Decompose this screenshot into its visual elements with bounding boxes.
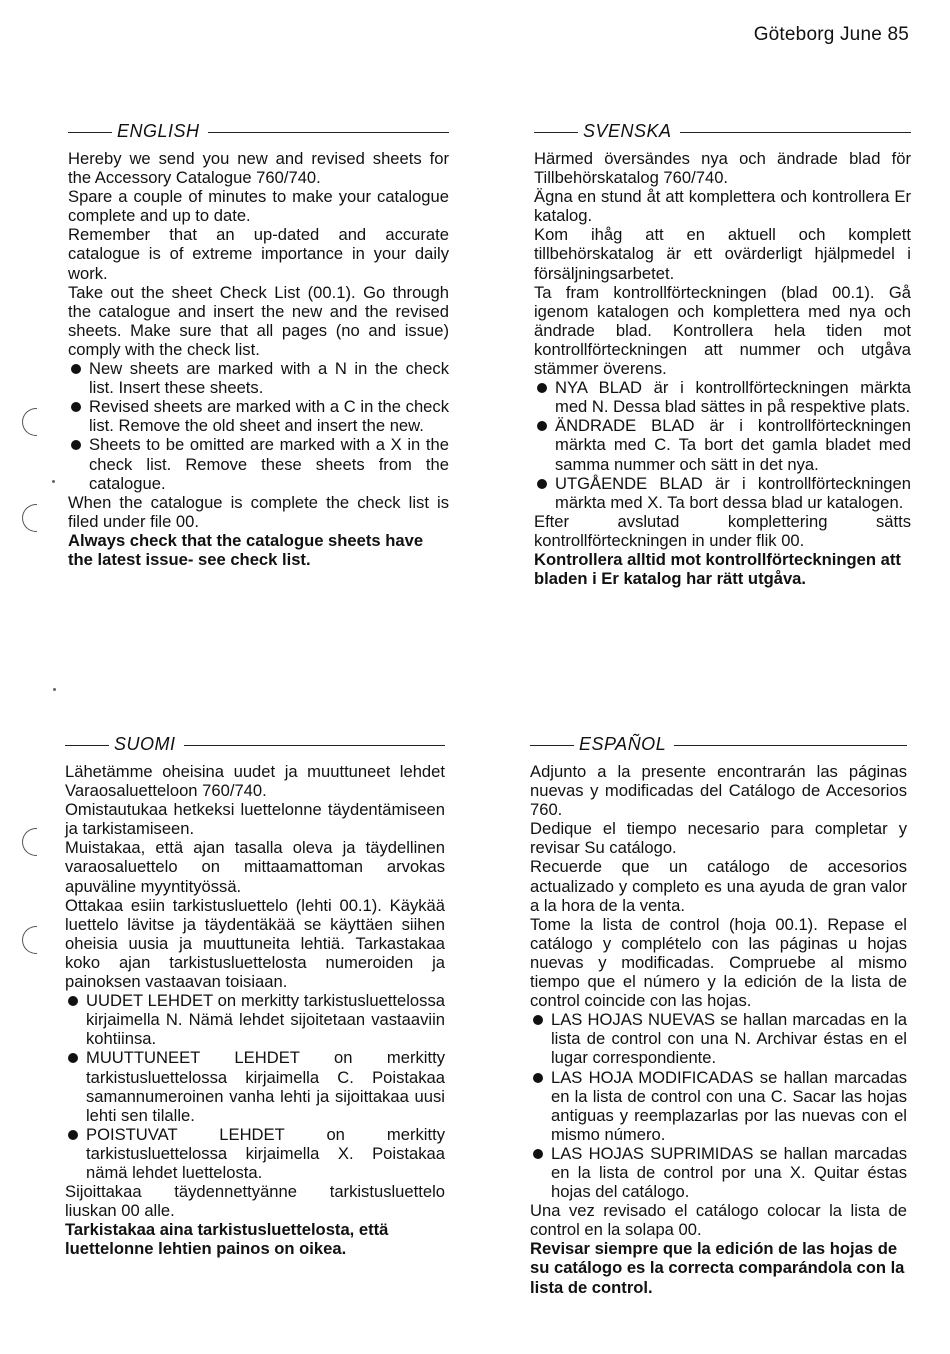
bold-notice: Always check that the catalogue sheets have the latest issue- see check list. xyxy=(68,530,424,569)
bold-notice: Tarkistakaa aina tarkistusluettelosta, että luettelonne lehtien painos on oikea. xyxy=(65,1220,389,1259)
paragraph: Kom ihåg att en aktuell och komplett tillbehörskatalog är ett ovärderligt hjälpmedel i försäljningsarbetet. xyxy=(534,225,911,283)
bold-notice: Kontrollera alltid mot kontrollförteckningen att bladen i Er katalog har rätt utgåva. xyxy=(534,549,901,589)
bold-notice: Revisar siempre que la edición de las hojas de su catálogo es la correcta comparándola con la lista de control. xyxy=(530,1239,905,1297)
section-svenska xyxy=(534,122,911,588)
section-english xyxy=(68,122,449,569)
heading-rule xyxy=(184,745,445,746)
heading-rule xyxy=(674,745,907,746)
bullet-item: NYA BLAD är i kontrollförteckningen märkta med N. Dessa blad sättes in på respektive plats. xyxy=(534,378,911,416)
paragraph: Tome la lista de control (hoja 00.1). Repase el catálogo y complételo con las páginas u hojas nuevas y modificadas. Compruebe al mismo tiempo que el número y la edición de la lista de control coincide con las hojas. xyxy=(530,914,907,1011)
bullet-item: UTGÅENDE BLAD är i kontrollförteckningen märkta med X. Ta bort dessa blad ur katalogen. xyxy=(534,474,911,512)
paragraph: Muistakaa, että ajan tasalla oleva ja täydellinen varaosaluettelo on mittaamattoman arvokas apuväline myyntityössä. xyxy=(65,838,445,896)
paragraph: Sijoittakaa täydennettyänne tarkistusluettelo liuskan 00 alle. xyxy=(65,1182,445,1221)
paragraph: Dedique el tiempo necesario para completar y revisar Su catálogo. xyxy=(530,819,907,858)
bullet-list xyxy=(530,1010,907,1201)
paragraph: Una vez revisado el catálogo colocar la lista de control en la solapa 00. xyxy=(530,1201,907,1240)
bullet-list xyxy=(65,991,445,1182)
section-title: SUOMI xyxy=(114,734,176,755)
bullet-item: UUDET LEHDET on merkitty tarkistusluettelossa kirjaimella N. Nämä lehdet sijoitetaan vastaaviin kohtiinsa. xyxy=(65,991,445,1048)
section-title: SVENSKA xyxy=(583,121,672,142)
paragraph: Omistautukaa hetkeksi luettelonne täydentämiseen ja tarkistamiseen. xyxy=(65,800,445,839)
heading-rule xyxy=(68,132,112,133)
bullet-list xyxy=(534,378,911,512)
paragraph: Hereby we send you new and revised sheets for the Accessory Catalogue 760/740. xyxy=(68,149,449,188)
bullet-item: Revised sheets are marked with a C in the check list. Remove the old sheet and insert the new. xyxy=(68,397,449,435)
heading-rule xyxy=(65,745,109,746)
place-date: Göteborg June 85 xyxy=(753,24,909,45)
section-heading xyxy=(68,122,449,142)
paragraph: Spare a couple of minutes to make your catalogue complete and up to date. xyxy=(68,187,449,226)
section-espanol xyxy=(530,735,907,1297)
paragraph: Ägna en stund åt att komplettera och kontrollera Er katalog. xyxy=(534,187,911,226)
paragraph: Recuerde que un catálogo de accesorios actualizado y completo es una ayuda de gran valor a la hora de la venta. xyxy=(530,857,907,915)
section-heading xyxy=(530,735,907,755)
bullet-item: New sheets are marked with a N in the check list. Insert these sheets. xyxy=(68,359,449,397)
heading-rule xyxy=(208,132,449,133)
bullet-item: Sheets to be omitted are marked with a X in the check list. Remove these sheets from the catalogue. xyxy=(68,435,449,492)
speck-mark xyxy=(52,480,55,483)
section-title: ENGLISH xyxy=(117,121,200,142)
bullet-item: LAS HOJAS SUPRIMIDAS se hallan marcadas en la lista de control por una X. Quitar éstas hojas del catálogo. xyxy=(530,1144,907,1201)
paragraph: When the catalogue is complete the check list is filed under file 00. xyxy=(68,492,449,531)
bullet-item: MUUTTUNEET LEHDET on merkitty tarkistusluettelossa kirjaimella C. Poistakaa samannumeroinen vanha lehti ja sijoittakaa uusi lehti sen tilalle. xyxy=(65,1048,445,1124)
paragraph: Efter avslutad komplettering sätts kontrollförteckningen in under flik 00. xyxy=(534,511,911,550)
paragraph: Take out the sheet Check List (00.1). Go through the catalogue and insert the new and the revised sheets. Make sure that all pages (no and issue) comply with the check list. xyxy=(68,282,449,359)
section-heading xyxy=(534,122,911,142)
heading-rule xyxy=(534,132,578,133)
paragraph: Ottakaa esiin tarkistusluettelo (lehti 00.1). Käykää luettelo lävitse ja täydentäkää se käyttäen siihen oheisia uusia ja muuttuneita lehtiä. Tarkastakaa koko ajan tarkistusluettelosta numeroiden ja painoksen vastaavan toisiaan. xyxy=(65,895,445,992)
paragraph: Härmed översändes nya och ändrade blad för Tillbehörskatalog 760/740. xyxy=(534,149,911,188)
paragraph: Lähetämme oheisina uudet ja muuttuneet lehdet Varaosaluetteloon 760/740. xyxy=(65,762,445,801)
heading-rule xyxy=(680,132,911,133)
paragraph: Remember that an up-dated and accurate catalogue is of extreme importance in your daily work. xyxy=(68,225,449,283)
section-heading xyxy=(65,735,445,755)
paragraph: Adjunto a la presente encontrarán las páginas nuevas y modificadas del Catálogo de Accesorios 760. xyxy=(530,762,907,820)
binder-hole-mark xyxy=(22,408,37,436)
section-title: ESPAÑOL xyxy=(579,734,667,755)
bullet-item: LAS HOJAS NUEVAS se hallan marcadas en la lista de control con una N. Archivar éstas en el lugar correspondiente. xyxy=(530,1010,907,1067)
section-suomi xyxy=(65,735,445,1258)
speck-mark xyxy=(53,688,56,691)
binder-hole-mark xyxy=(22,504,37,532)
bullet-item: ÄNDRADE BLAD är i kontrollförteckningen märkta med C. Ta bort det gamla bladet med samma nummer och sätt in det nya. xyxy=(534,416,911,473)
bullet-list xyxy=(68,359,449,493)
bullet-item: POISTUVAT LEHDET on merkitty tarkistusluettelossa kirjaimella X. Poistakaa nämä lehdet luettelosta. xyxy=(65,1125,445,1182)
heading-rule xyxy=(530,745,574,746)
paragraph: Ta fram kontrollförteckningen (blad 00.1). Gå igenom katalogen och komplettera med nya och ändrade blad. Kontrollera hela tiden mot kontrollförteckningen att nummer och utgåva stämmer överens. xyxy=(534,282,911,379)
binder-hole-mark xyxy=(22,828,37,856)
binder-hole-mark xyxy=(22,926,37,954)
bullet-item: LAS HOJA MODIFICADAS se hallan marcadas en la lista de control con una C. Sacar las hojas antiguas y reemplazarlas por las nuevas con el mismo número. xyxy=(530,1068,907,1144)
